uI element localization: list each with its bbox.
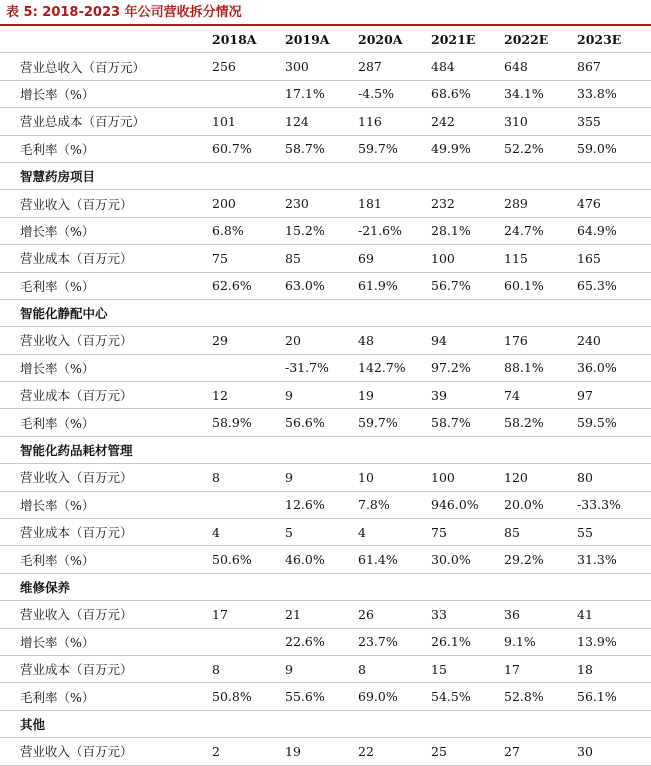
- table-cell: 200: [212, 190, 285, 217]
- table-cell: 74: [504, 382, 577, 409]
- table-cell: 29: [212, 327, 285, 354]
- table-cell: 22.6%: [285, 628, 358, 655]
- table-cell: 8: [358, 655, 431, 682]
- table-cell: 52.8%: [504, 683, 577, 710]
- table-cell: 240: [577, 327, 651, 354]
- table-cell: 52.2%: [504, 135, 577, 162]
- table-cell: 6.8%: [212, 217, 285, 244]
- table-cell: 85: [504, 519, 577, 546]
- table-cell: 61.9%: [358, 272, 431, 299]
- section-header-row: [0, 710, 651, 737]
- table-row: [0, 53, 651, 80]
- table-cell: 867: [577, 53, 651, 80]
- table-cell: -33.3%: [577, 491, 651, 518]
- table-row: [0, 382, 651, 409]
- table-cell: 25: [431, 738, 504, 765]
- table-row: [0, 135, 651, 162]
- table-row: [0, 738, 651, 765]
- table-cell: 30.0%: [431, 546, 504, 573]
- table-row: [0, 546, 651, 573]
- table-row: [0, 683, 651, 710]
- table-row: [0, 491, 651, 518]
- row-label: 营业成本（百万元）: [0, 382, 212, 409]
- table-cell: 33: [431, 601, 504, 628]
- table-cell: 69: [358, 245, 431, 272]
- table-cell: 20: [285, 327, 358, 354]
- table-row: [0, 409, 651, 436]
- table-cell: 97.2%: [431, 354, 504, 381]
- table-cell: 49.9%: [431, 135, 504, 162]
- table-cell: 56.1%: [577, 683, 651, 710]
- table-cell: 17: [504, 655, 577, 682]
- table-cell: 94: [431, 327, 504, 354]
- table-cell: 12.6%: [285, 491, 358, 518]
- table-cell: [212, 354, 285, 381]
- table-cell: 58.7%: [285, 135, 358, 162]
- section-title: 维修保养: [0, 573, 651, 600]
- column-header: 2019A: [285, 26, 358, 53]
- table-cell: 59.5%: [577, 409, 651, 436]
- row-label: 毛利率（%）: [0, 546, 212, 573]
- table-cell: 287: [358, 53, 431, 80]
- table-cell: 39: [431, 382, 504, 409]
- table-cell: 97: [577, 382, 651, 409]
- row-label: 增长率（%）: [0, 80, 212, 107]
- table-cell: 58.9%: [212, 409, 285, 436]
- table-cell: 12: [212, 382, 285, 409]
- table-cell: 59.7%: [358, 135, 431, 162]
- row-label: 增长率（%）: [0, 354, 212, 381]
- row-label: 增长率（%）: [0, 628, 212, 655]
- row-label: 增长率（%）: [0, 217, 212, 244]
- table-cell: 8: [212, 464, 285, 491]
- table-cell: 9: [285, 655, 358, 682]
- table-row: [0, 628, 651, 655]
- table-row: [0, 519, 651, 546]
- table-cell: 64.9%: [577, 217, 651, 244]
- table-cell: [212, 491, 285, 518]
- column-header: 2020A: [358, 26, 431, 53]
- row-label: 营业收入（百万元）: [0, 738, 212, 765]
- table-cell: 36.0%: [577, 354, 651, 381]
- table-row: [0, 655, 651, 682]
- table-cell: 5: [285, 519, 358, 546]
- table-cell: 75: [431, 519, 504, 546]
- table-cell: [212, 80, 285, 107]
- table-cell: 9: [285, 382, 358, 409]
- table-row: [0, 80, 651, 107]
- table-cell: 80: [577, 464, 651, 491]
- table-cell: 242: [431, 108, 504, 135]
- column-header: 2022E: [504, 26, 577, 53]
- table-cell: 31.3%: [577, 546, 651, 573]
- table-row: [0, 245, 651, 272]
- table-cell: 60.7%: [212, 135, 285, 162]
- table-cell: 100: [431, 464, 504, 491]
- table-cell: 28.1%: [431, 217, 504, 244]
- table-cell: -4.5%: [358, 80, 431, 107]
- table-row: [0, 601, 651, 628]
- row-label: 营业收入（百万元）: [0, 327, 212, 354]
- row-label: 营业总收入（百万元）: [0, 53, 212, 80]
- table-cell: 23.7%: [358, 628, 431, 655]
- column-header: 2021E: [431, 26, 504, 53]
- row-label: 营业成本（百万元）: [0, 655, 212, 682]
- table-cell: 484: [431, 53, 504, 80]
- table-cell: 7.8%: [358, 491, 431, 518]
- row-label: 营业成本（百万元）: [0, 245, 212, 272]
- revenue-breakdown-table: [0, 26, 651, 766]
- header-row: [0, 26, 651, 53]
- table-cell: 181: [358, 190, 431, 217]
- row-label: 营业总成本（百万元）: [0, 108, 212, 135]
- table-row: [0, 354, 651, 381]
- table-cell: 58.2%: [504, 409, 577, 436]
- table-title: 表 5: 2018-2023 年公司营收拆分情况: [0, 0, 651, 26]
- table-cell: 21: [285, 601, 358, 628]
- table-cell: 36: [504, 601, 577, 628]
- table-cell: 17: [212, 601, 285, 628]
- row-label: 毛利率（%）: [0, 683, 212, 710]
- table-cell: 56.6%: [285, 409, 358, 436]
- row-label: 营业收入（百万元）: [0, 190, 212, 217]
- table-row: [0, 108, 651, 135]
- table-cell: 300: [285, 53, 358, 80]
- table-cell: 75: [212, 245, 285, 272]
- table-cell: 165: [577, 245, 651, 272]
- table-cell: 116: [358, 108, 431, 135]
- table-row: [0, 190, 651, 217]
- section-header-row: [0, 436, 651, 463]
- table-cell: 62.6%: [212, 272, 285, 299]
- column-header: 2018A: [212, 26, 285, 53]
- section-title: 其他: [0, 710, 651, 737]
- table-cell: 88.1%: [504, 354, 577, 381]
- table-cell: 63.0%: [285, 272, 358, 299]
- table-cell: 124: [285, 108, 358, 135]
- table-cell: 58.7%: [431, 409, 504, 436]
- table-cell: 2: [212, 738, 285, 765]
- header-corner: [0, 26, 212, 53]
- table-cell: 476: [577, 190, 651, 217]
- table-cell: 100: [431, 245, 504, 272]
- table-cell: 65.3%: [577, 272, 651, 299]
- table-cell: 115: [504, 245, 577, 272]
- table-cell: 18: [577, 655, 651, 682]
- table-cell: 17.1%: [285, 80, 358, 107]
- table-cell: 68.6%: [431, 80, 504, 107]
- row-label: 毛利率（%）: [0, 272, 212, 299]
- table-cell: 648: [504, 53, 577, 80]
- table-cell: 50.8%: [212, 683, 285, 710]
- table-cell: 50.6%: [212, 546, 285, 573]
- table-cell: 176: [504, 327, 577, 354]
- row-label: 毛利率（%）: [0, 135, 212, 162]
- section-header-row: [0, 162, 651, 189]
- table-cell: 59.7%: [358, 409, 431, 436]
- table-cell: 101: [212, 108, 285, 135]
- table-cell: 230: [285, 190, 358, 217]
- table-cell: 120: [504, 464, 577, 491]
- table-cell: 54.5%: [431, 683, 504, 710]
- table-cell: 85: [285, 245, 358, 272]
- table-cell: 69.0%: [358, 683, 431, 710]
- table-cell: 232: [431, 190, 504, 217]
- table-cell: -21.6%: [358, 217, 431, 244]
- table-cell: 27: [504, 738, 577, 765]
- column-header: 2023E: [577, 26, 651, 53]
- table-cell: 355: [577, 108, 651, 135]
- table-row: [0, 327, 651, 354]
- table-cell: -31.7%: [285, 354, 358, 381]
- table-cell: 61.4%: [358, 546, 431, 573]
- table-row: [0, 464, 651, 491]
- row-label: 营业收入（百万元）: [0, 464, 212, 491]
- row-label: 营业收入（百万元）: [0, 601, 212, 628]
- table-cell: 24.7%: [504, 217, 577, 244]
- table-cell: 9: [285, 464, 358, 491]
- table-cell: 26.1%: [431, 628, 504, 655]
- table-cell: 15: [431, 655, 504, 682]
- table-cell: 26: [358, 601, 431, 628]
- section-title: 智能化药品耗材管理: [0, 436, 651, 463]
- table-cell: 13.9%: [577, 628, 651, 655]
- table-cell: [212, 628, 285, 655]
- table-body: [0, 26, 651, 765]
- table-cell: 48: [358, 327, 431, 354]
- table-cell: 8: [212, 655, 285, 682]
- table-cell: 41: [577, 601, 651, 628]
- row-label: 增长率（%）: [0, 491, 212, 518]
- table-cell: 55.6%: [285, 683, 358, 710]
- table-cell: 59.0%: [577, 135, 651, 162]
- table-cell: 20.0%: [504, 491, 577, 518]
- section-header-row: [0, 573, 651, 600]
- section-title: 智慧药房项目: [0, 162, 651, 189]
- section-header-row: [0, 299, 651, 326]
- table-cell: 289: [504, 190, 577, 217]
- section-title: 智能化静配中心: [0, 299, 651, 326]
- table-cell: 10: [358, 464, 431, 491]
- row-label: 毛利率（%）: [0, 409, 212, 436]
- table-cell: 56.7%: [431, 272, 504, 299]
- table-cell: 55: [577, 519, 651, 546]
- table-row: [0, 272, 651, 299]
- table-cell: 142.7%: [358, 354, 431, 381]
- table-cell: 19: [358, 382, 431, 409]
- table-row: [0, 217, 651, 244]
- table-cell: 19: [285, 738, 358, 765]
- table-cell: 9.1%: [504, 628, 577, 655]
- table-cell: 30: [577, 738, 651, 765]
- table-cell: 34.1%: [504, 80, 577, 107]
- table-cell: 46.0%: [285, 546, 358, 573]
- table-cell: 15.2%: [285, 217, 358, 244]
- table-cell: 946.0%: [431, 491, 504, 518]
- table-cell: 22: [358, 738, 431, 765]
- table-cell: 310: [504, 108, 577, 135]
- table-cell: 4: [358, 519, 431, 546]
- table-cell: 256: [212, 53, 285, 80]
- table-cell: 29.2%: [504, 546, 577, 573]
- table-cell: 33.8%: [577, 80, 651, 107]
- table-cell: 60.1%: [504, 272, 577, 299]
- row-label: 营业成本（百万元）: [0, 519, 212, 546]
- table-cell: 4: [212, 519, 285, 546]
